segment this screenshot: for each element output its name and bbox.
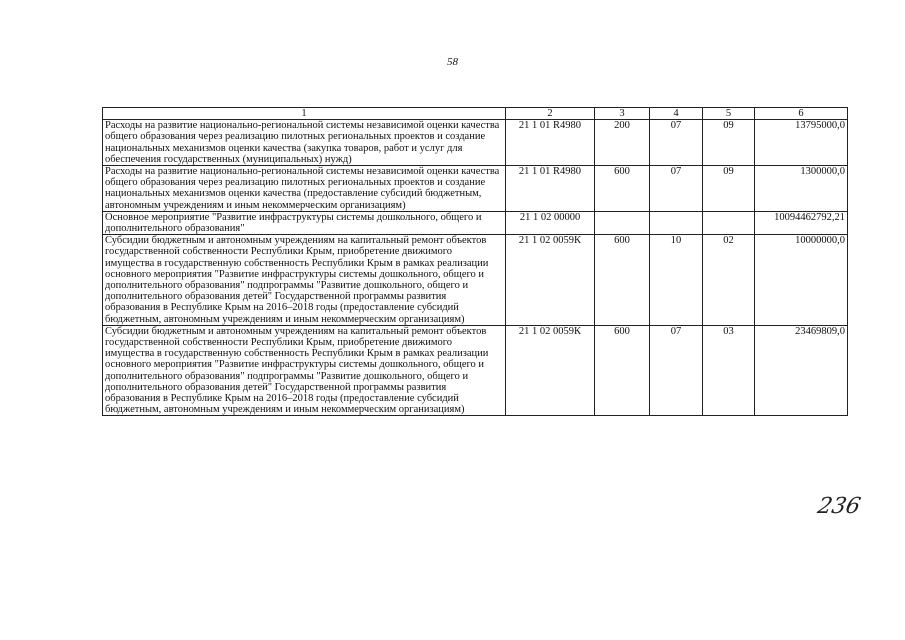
table-row xyxy=(103,120,848,166)
header-col-1: 1 xyxy=(103,108,506,120)
handwritten-page-number: 236 xyxy=(815,494,863,519)
page-number: 58 xyxy=(447,56,458,68)
row-col4 xyxy=(650,211,703,234)
row-amount: 10000000,0 xyxy=(755,235,848,326)
row-amount: 13795000,0 xyxy=(755,120,848,166)
row-col3: 600 xyxy=(595,325,650,416)
row-amount: 23469809,0 xyxy=(755,325,848,416)
row-col3: 200 xyxy=(595,120,650,166)
row-col3 xyxy=(595,211,650,234)
table-row xyxy=(103,325,848,416)
row-col5 xyxy=(703,211,755,234)
row-col5: 09 xyxy=(703,166,755,212)
row-col4: 10 xyxy=(650,235,703,326)
header-col-5: 5 xyxy=(703,108,755,120)
row-description: Основное мероприятие "Развитие инфраструктуры системы дошкольного, общего и дополнительного образования" xyxy=(103,211,506,234)
table-row xyxy=(103,166,848,212)
row-amount: 1300000,0 xyxy=(755,166,848,212)
row-code: 21 1 02 0059К xyxy=(506,325,595,416)
budget-table xyxy=(102,107,848,416)
row-col4: 07 xyxy=(650,325,703,416)
header-col-2: 2 xyxy=(506,108,595,120)
row-col3: 600 xyxy=(595,166,650,212)
row-col5: 02 xyxy=(703,235,755,326)
row-col4: 07 xyxy=(650,120,703,166)
table-row xyxy=(103,211,848,234)
row-description: Субсидии бюджетным и автономным учреждениям на капитальный ремонт объектов государственной собственности Республики Крым, приобретение движимого имущества в государственную собственность Республики Крым в рамках реализации основного мероприятия "Развитие инфраструктуры системы дошкольного, общего и дополнительного образования" подпрограммы "Развитие дошкольного, общего и дополнительного образования детей" Государственной программы развития образования в Республике Крым на 2016–2018 годы (предоставление субсидий бюджетным, автономным учреждениям и иным некоммерческим организациям) xyxy=(103,235,506,326)
row-description: Расходы на развитие национально-региональной системы независимой оценки качества общего образования через реализацию пилотных региональных проектов и создание национальных механизмов оценки качества (предоставление субсидий бюджетным, автономным учреждениям и иным некоммерческим организациям) xyxy=(103,166,506,212)
table-header-row xyxy=(103,108,848,120)
row-code: 21 1 01 R4980 xyxy=(506,166,595,212)
table-row xyxy=(103,235,848,326)
row-description: Расходы на развитие национально-региональной системы независимой оценки качества общего образования через реализацию пилотных региональных проектов и создание национальных механизмов оценки качества (закупка товаров, работ и услуг для обеспечения государственных (муниципальных) нужд) xyxy=(103,120,506,166)
header-col-4: 4 xyxy=(650,108,703,120)
row-description: Субсидии бюджетным и автономным учреждениям на капитальный ремонт объектов государственной собственности Республики Крым, приобретение движимого имущества в государственную собственность Республики Крым в рамках реализации основного мероприятия "Развитие инфраструктуры системы дошкольного, общего и дополнительного образования" подпрограммы "Развитие дошкольного, общего и дополнительного образования детей" Государственной программы развития образования в Республике Крым на 2016–2018 годы (предоставление субсидий бюджетным, автономным учреждениям и иным некоммерческим организациям) xyxy=(103,325,506,416)
row-col3: 600 xyxy=(595,235,650,326)
row-col5: 09 xyxy=(703,120,755,166)
row-code: 21 1 02 0059К xyxy=(506,235,595,326)
row-code: 21 1 02 00000 xyxy=(506,211,595,234)
header-col-3: 3 xyxy=(595,108,650,120)
row-col5: 03 xyxy=(703,325,755,416)
header-col-6: 6 xyxy=(755,108,848,120)
row-amount: 10094462792,21 xyxy=(755,211,848,234)
row-code: 21 1 01 R4980 xyxy=(506,120,595,166)
row-col4: 07 xyxy=(650,166,703,212)
